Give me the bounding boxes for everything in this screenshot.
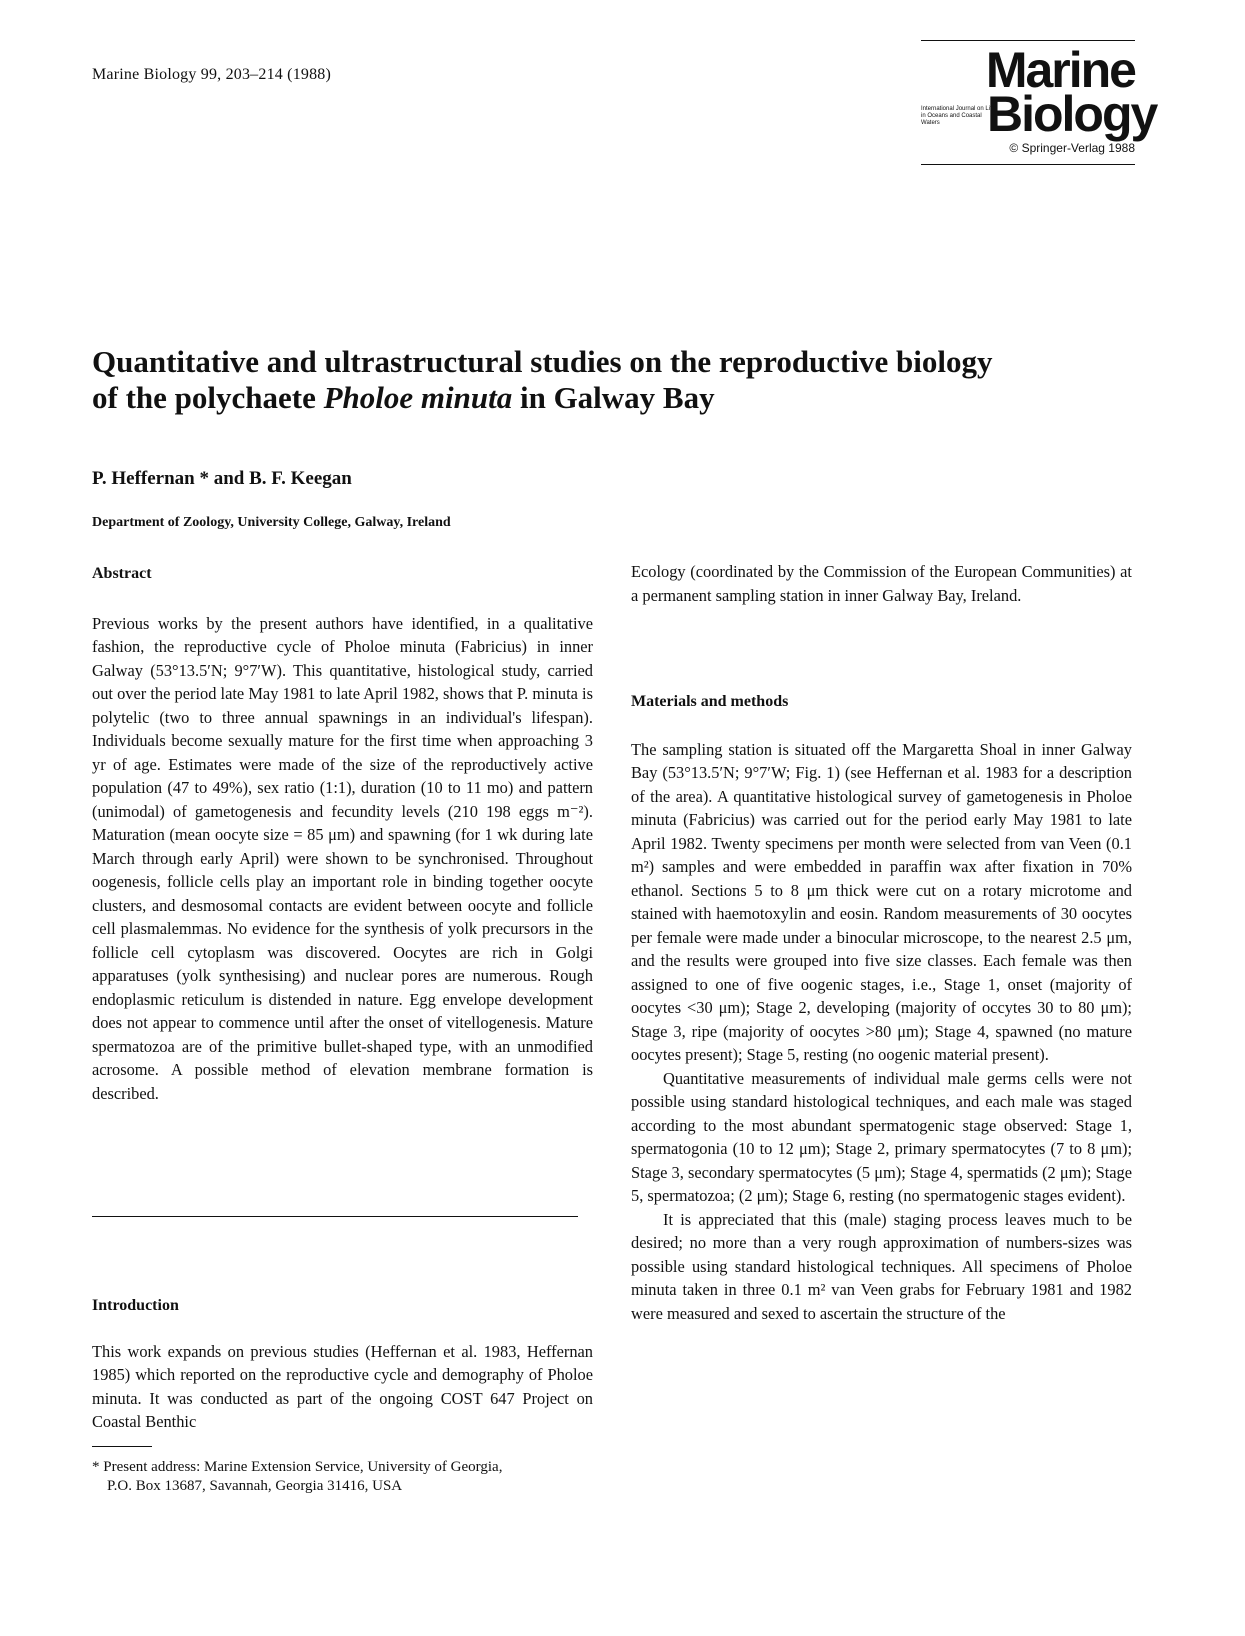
footnote-divider [92,1446,152,1447]
abstract-text: Previous works by the present authors have identified, in a qualitative fashion, the reproductive cycle of Pholoe minuta (Fabricius) in inner Galway (53°13.5′N; 9°7′W). This quantitative, histological study, carried out over the period late May 1981 to late April 1982, shows that P. minuta is polytelic (two to three annual spawnings in an individual's lifespan). Individuals become sexually mature for the first time when approaching 3 yr of age. Estimates were made of the size of the reproductively active population (47 to 49%), sex ratio (1:1), duration (10 to 11 mo) and pattern (unimodal) of gametogenesis and fecundity levels (210 198 eggs m⁻²). Maturation (mean oocyte size = 85 μm) and spawning (for 1 wk during late March through early April) were shown to be synchronised. Throughout oogenesis, follicle cells play an important role in binding together oocyte clusters, and desmosomal contacts are evident between oocyte and follicle cell plasmalemmas. No evidence for the synthesis of yolk precursors in the follicle cell cytoplasm was discovered. Oocytes are rich in Golgi apparatuses (yolk synthesising) and nuclear pores are numerous. Rough endoplasmic reticulum is distended in nature. Egg envelope development does not appear to commence until after the onset of vitellogenesis. Mature spermatozoa are of the primitive bullet-shaped type, with an unmodified acrosome. A possible method of elevation membrane formation is described. [92,613,593,1103]
abstract-section [92,562,593,1105]
title-line-1: Quantitative and ultrastructural studies on the reproductive biology [92,344,993,379]
title-species-name: Pholoe minuta [323,380,513,415]
footnote-line-2: P.O. Box 13687, Savannah, Georgia 31416, USA [107,1478,403,1494]
title-line-2: of the polychaete Pholoe minuta in Galway Bay [92,380,715,415]
methods-paragraph-3: It is appreciated that this (male) staging process leaves much to be desired; no more than a very rough approximation of numbers-sizes was possible using standard histological techniques. All specimens of Pholoe minuta taken in three 0.1 m² van Veen grabs for February 1981 and 1982 were measured and sexed to ascertain the structure of the [631,1209,1132,1323]
masthead-tagline: International Journal on Life in Oceans and Coastal Waters [921,106,996,126]
masthead-word-marine: Marine [985,42,1135,98]
introduction-heading: Introduction [92,1297,179,1314]
introduction-text: This work expands on previous studies (Heffernan et al. 1983, Heffernan 1985) which reported on the reproductive cycle and demography of Pholoe minuta. It was conducted as part of the ongoing COST 647 Project on Coastal Benthic [92,1341,593,1431]
methods-section [631,690,1132,1325]
methods-paragraph-2: Quantitative measurements of individual male germs cells were not possible using standard histological techniques, and each male was staged according to the most abundant spermatogenic stage observed: Stage 1, spermatogonia (10 to 12 μm); Stage 2, primary spermatocytes (7 to 8 μm); Stage 3, secondary spermatocytes (5 μm); Stage 4, spermatids (2 μm); Stage 5, spermatozoa; (2 μm); Stage 6, resting (no spermatogenic stages evident). [631,1068,1132,1205]
introduction-section [92,1294,593,1434]
abstract-heading: Abstract [92,565,152,582]
affiliation: Department of Zoology, University College, Galway, Ireland [92,515,451,530]
masthead-word-biology: Biology [987,86,1157,142]
footnote [92,1458,593,1496]
masthead-top-rule [921,40,1135,41]
introduction-continued [631,560,1132,607]
article-title [92,344,1092,416]
introduction-continued-text: Ecology (coordinated by the Commission of the European Communities) at a permanent sampling station in inner Galway Bay, Ireland. [631,562,1132,605]
methods-heading: Materials and methods [631,693,789,710]
abstract-divider [92,1216,578,1217]
authors: P. Heffernan * and B. F. Keegan [92,468,352,489]
methods-paragraph-1: The sampling station is situated off the Margaretta Shoal in inner Galway Bay (53°13.5′N; 9°7′W; Fig. 1) (see Heffernan et al. 1983 for a description of the area). A quantitative histological survey of gametogenesis in Pholoe minuta (Fabricius) was carried out for the period early May 1981 to late April 1982. Twenty specimens per month were selected from van Veen (0.1 m²) samples and were embedded in paraffin wax after fixation in 70% ethanol. Sections 5 to 8 μm thick were cut on a rotary microtome and stained with haemotoxylin and eosin. Random measurements of 30 oocytes per female were made under a binocular microscope, to the nearest 2.5 μm, and the results were grouped into five size classes. Each female was then assigned to one of five oogenic stages, i.e., Stage 1, onset (majority of oocytes <30 μm); Stage 2, developing (majority of occytes 30 to 80 μm); Stage 3, ripe (majority of oocytes >80 μm); Stage 4, spawned (no mature oocytes present); Stage 5, resting (no oogenic material present). [631,739,1132,1064]
journal-masthead [921,40,1157,165]
copyright-notice: © Springer-Verlag 1988 [1009,141,1135,155]
footnote-line-1: * Present address: Marine Extension Service, University of Georgia, [92,1459,503,1475]
journal-reference: Marine Biology 99, 203–214 (1988) [92,66,332,83]
masthead-bottom-rule [921,164,1135,165]
